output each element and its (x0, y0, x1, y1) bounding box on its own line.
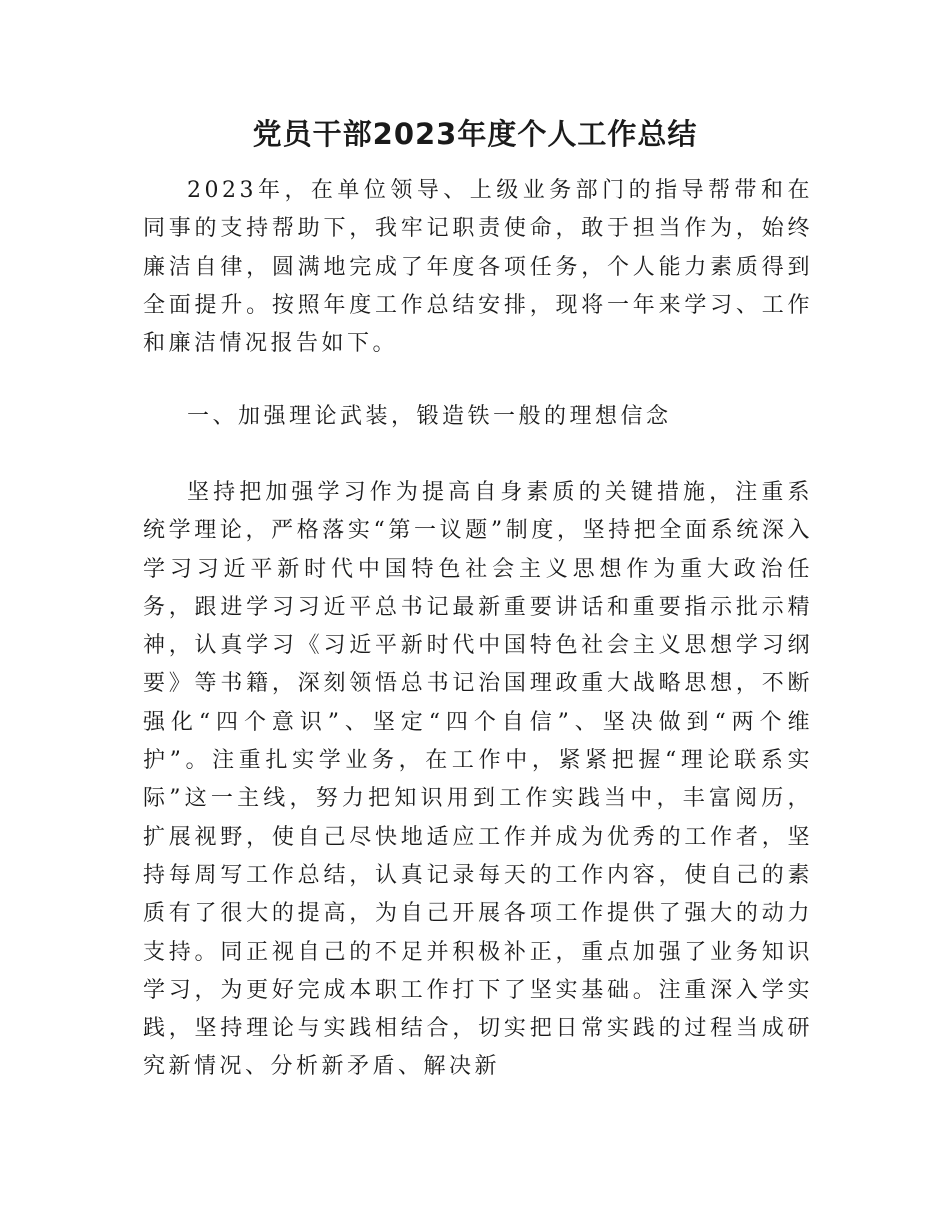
section-heading-1: 一、加强理论武装，锻造铁一般的理想信念 (187, 404, 672, 429)
document-title: 党员干部2023年度个人工作总结 (252, 117, 698, 151)
section-1-paragraph: 坚持把加强学习作为提高自身素质的关键措施，注重系统学理论，严格落实“第一议题”制度，坚持把全面系统深入学习习近平新时代中国特色社会主义思想作为重大政治任务，跟进学习习近平总书记最新重要讲话和重要指示批示精神，认真学习《习近平新时代中国特色社会主义思想学习纲要》等书籍，深刻领悟总书记治国理政重大战略思想，不断强化“四个意识”、坚定“四个自信”、坚决做到“两个维护”。注重扎实学业务，在工作中，紧紧把握“理论联系实际”这一主线，努力把知识用到工作实践当中，丰富阅历，扩展视野，使自己尽快地适应工作并成为优秀的工作者，坚持每周写工作总结，认真记录每天的工作内容，使自己的素质有了很大的提高，为自己开展各项工作提供了强大的动力支持。同正视自己的不足并积极补正，重点加强了业务知识学习，为更好完成本职工作打下了坚实基础。注重深入学实践，坚持理论与实践相结合，切实把日常实践的过程当成研究新情况、分析新矛盾、解决新 (143, 480, 813, 1080)
intro-paragraph: 2023年，在单位领导、上级业务部门的指导帮带和在同事的支持帮助下，我牢记职责使命，敢于担当作为，始终廉洁自律，圆满地完成了年度各项任务，个人能力素质得到全面提升。按照年度工作总结安排，现将一年来学习、工作和廉洁情况报告如下。 (143, 178, 813, 357)
